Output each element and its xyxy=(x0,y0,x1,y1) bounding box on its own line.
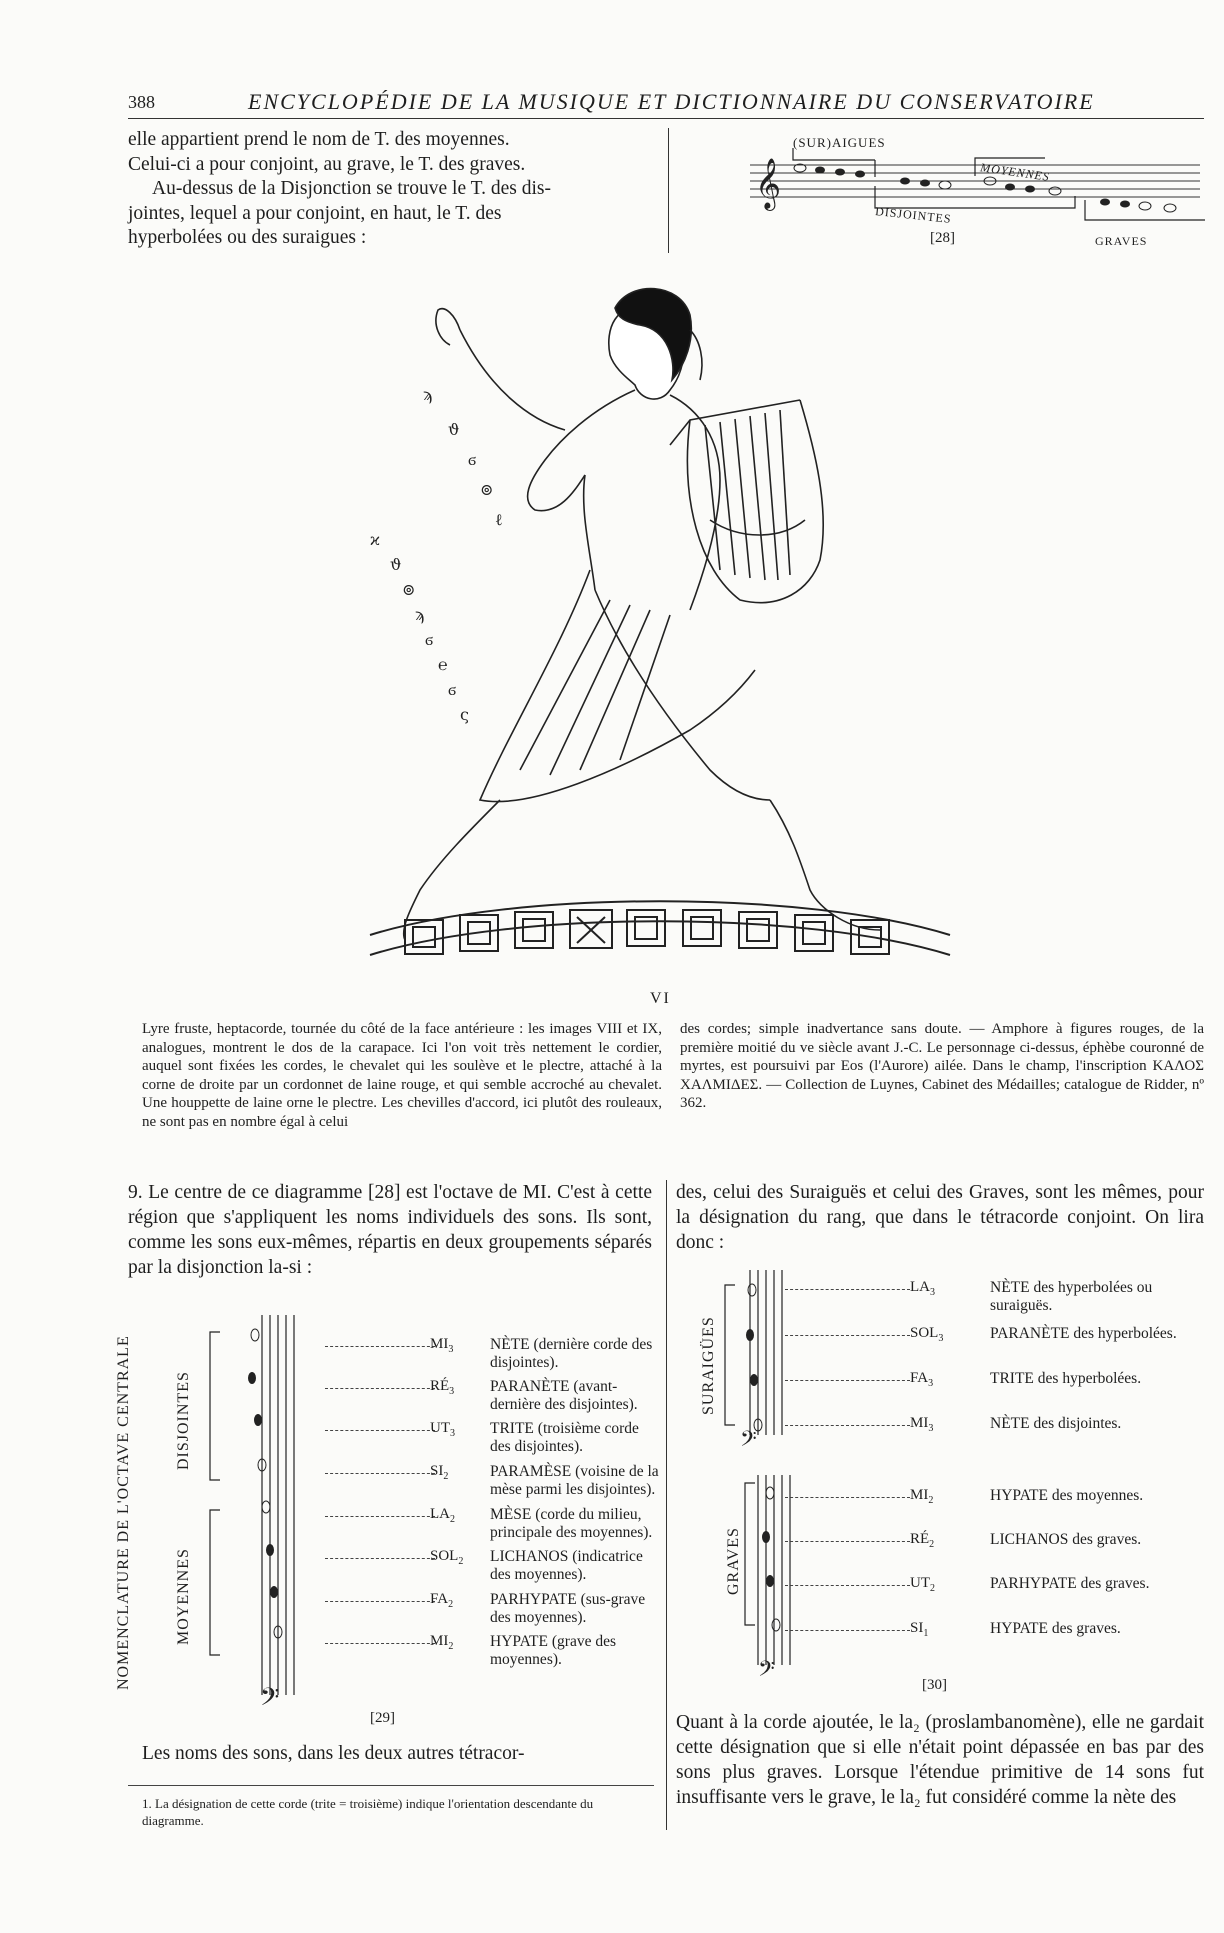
intro-line: jointes, lequel a pour conjoint, en haut, le T. des xyxy=(128,202,502,224)
note-name xyxy=(910,1415,933,1434)
vertical-staff-29 xyxy=(200,1310,380,1720)
leader-line xyxy=(325,1643,435,1644)
svg-text:ϭ: ϭ xyxy=(425,630,434,649)
intro-line: hyperbolées ou des suraigues : xyxy=(128,227,367,248)
string-name xyxy=(990,1325,1205,1343)
note-name xyxy=(430,1548,463,1567)
figure-number: [29] xyxy=(370,1710,395,1726)
leader-line xyxy=(325,1346,435,1347)
string-description: (corde du milieu, principale des moyennes). xyxy=(490,1506,653,1541)
octave-index: 2 xyxy=(443,1471,449,1482)
intro-line: Celui-ci a pour conjoint, au grave, le T. des graves. xyxy=(128,153,526,175)
string-description: PARANÈTE des hyperbolées. xyxy=(990,1325,1177,1342)
string-name xyxy=(990,1370,1205,1388)
octave-index: 2 xyxy=(448,1641,454,1652)
label-moyennes: MOYENNES xyxy=(979,160,1051,184)
string-name xyxy=(490,1378,660,1414)
svg-text:⊚: ⊚ xyxy=(480,480,494,499)
group-label-graves: GRAVES xyxy=(725,1527,742,1595)
figure-number: [30] xyxy=(922,1677,947,1693)
leader-line xyxy=(325,1430,435,1431)
svg-text:℮: ℮ xyxy=(438,655,448,674)
string-name xyxy=(490,1336,660,1372)
column-rule xyxy=(668,128,669,253)
intro-line: Au-dessus de la Disjonction se trouve le T. des dis- xyxy=(152,178,551,199)
note-name xyxy=(910,1279,935,1298)
string-description: (indicatrice des moyennes). xyxy=(490,1548,643,1583)
note-letter: SI xyxy=(430,1463,444,1479)
nomenclature-label: NOMENCLATURE DE L'OCTAVE CENTRALE xyxy=(115,1335,132,1690)
svg-text:ϰ: ϰ xyxy=(370,530,380,549)
string-title: TRITE xyxy=(490,1420,534,1437)
note-name xyxy=(910,1370,933,1389)
string-description: TRITE des hyperbolées. xyxy=(990,1370,1142,1387)
note-name xyxy=(430,1633,453,1652)
octave-index: 3 xyxy=(448,1344,454,1355)
string-title: LICHANOS xyxy=(490,1548,569,1565)
leader-line xyxy=(325,1473,435,1474)
string-description: NÈTE des hyperbolées ou suraiguës. xyxy=(990,1279,1153,1314)
figure-29 xyxy=(115,1310,660,1726)
octave-index: 2 xyxy=(448,1599,454,1610)
label-graves: GRAVES xyxy=(1095,234,1148,248)
note-name xyxy=(430,1463,448,1482)
svg-text:𝄞: 𝄞 xyxy=(755,158,782,209)
section-9-right-paragraph: des, celui des Suraiguës et celui des Graves, sont les mêmes, pour la désignation du rang, que dans le tétracorde conjoint. On lira donc : xyxy=(676,1182,1204,1253)
octave-index: 1 xyxy=(923,1628,929,1639)
string-title: HYPATE xyxy=(490,1633,548,1650)
leader-line xyxy=(325,1516,435,1517)
note-letter: SI xyxy=(910,1620,924,1636)
leader-line xyxy=(785,1289,910,1290)
column-rule xyxy=(666,1180,667,1830)
note-name xyxy=(430,1336,453,1355)
note-name xyxy=(910,1487,933,1506)
svg-text:ℓ: ℓ xyxy=(495,510,503,529)
svg-text:ς: ς xyxy=(460,705,469,724)
string-description: HYPATE des graves. xyxy=(990,1620,1121,1637)
leader-line xyxy=(785,1630,910,1631)
octave-index: 2 xyxy=(930,1583,935,1594)
note-name xyxy=(430,1506,455,1525)
page-number: 388 xyxy=(128,92,155,112)
octave-index: 3 xyxy=(450,1428,455,1439)
leader-line xyxy=(785,1497,910,1498)
label-disjointes: DISJOINTES xyxy=(874,204,953,226)
greek-key-border xyxy=(365,885,955,965)
note-letter: FA xyxy=(910,1370,929,1386)
leader-line xyxy=(325,1388,435,1389)
note-name xyxy=(430,1378,454,1397)
vertical-staff-30 xyxy=(710,1265,830,1685)
octave-index: 3 xyxy=(928,1423,934,1434)
string-title: MÈSE xyxy=(490,1506,532,1523)
octave-index: 3 xyxy=(449,1386,455,1397)
group-label-suraigues: SURAIGÜES xyxy=(700,1316,717,1415)
leader-line xyxy=(785,1585,910,1586)
svg-text:ϡ: ϡ xyxy=(415,605,425,624)
note-name xyxy=(910,1620,928,1639)
svg-text:ϡ: ϡ xyxy=(423,385,433,404)
note-letter: SOL xyxy=(910,1325,939,1341)
note-letter: MI xyxy=(430,1336,449,1352)
group-label-moyennes: MOYENNES xyxy=(175,1548,192,1645)
svg-text:𝄢: 𝄢 xyxy=(758,1657,775,1685)
string-title: PARAMÈSE xyxy=(490,1463,572,1480)
note-name xyxy=(910,1575,935,1594)
string-description: NÈTE des disjointes. xyxy=(990,1415,1122,1432)
meander-frieze xyxy=(365,885,955,965)
note-letter: RÉ xyxy=(910,1531,930,1547)
group-label-disjointes: DISJOINTES xyxy=(175,1371,192,1470)
octave-index: 2 xyxy=(458,1556,464,1567)
note-letter: UT xyxy=(910,1575,930,1591)
string-description: (dernière corde des disjointes). xyxy=(490,1336,653,1371)
note-letter: RÉ xyxy=(430,1378,450,1394)
svg-text:ϭ: ϭ xyxy=(448,680,457,699)
octave-index: 2 xyxy=(929,1539,935,1550)
note-letter: MI xyxy=(430,1633,449,1649)
note-letter: LA xyxy=(430,1506,450,1522)
octave-index: 3 xyxy=(938,1333,944,1344)
svg-text:ϭ: ϭ xyxy=(468,450,477,469)
leader-line xyxy=(785,1425,910,1426)
string-description: (troisième corde des disjointes). xyxy=(490,1420,639,1455)
string-name xyxy=(490,1591,660,1627)
note-name xyxy=(910,1325,943,1344)
svg-text:ϑ: ϑ xyxy=(390,555,402,574)
svg-text:𝄢: 𝄢 xyxy=(260,1683,280,1718)
note-letter: FA xyxy=(430,1591,449,1607)
string-description: (voisine de la mèse parmi les disjointes). xyxy=(490,1463,659,1498)
string-description: (avant-dernière des disjointes). xyxy=(490,1378,638,1413)
string-description: (sus-grave des moyennes). xyxy=(490,1591,646,1626)
octave-index: 2 xyxy=(928,1495,934,1506)
leader-line xyxy=(785,1380,910,1381)
vase-painting xyxy=(360,270,960,970)
note-letter: SOL xyxy=(430,1548,459,1564)
note-name xyxy=(910,1531,934,1550)
string-description: LICHANOS des graves. xyxy=(990,1531,1142,1548)
footnote: 1. La désignation de cette corde (trite = troisième) indique l'orientation descendante du diagramme. xyxy=(142,1796,594,1828)
string-name xyxy=(990,1531,1205,1549)
string-name xyxy=(990,1279,1205,1315)
plate-caption-left: Lyre fruste, heptacorde, tournée du côté de la face antérieure : les images VIII et IX, analogues, montrent le dos de la carapace. Ici l'on voit très nettement le cordier, auquel sont fixées les cordes, le chevalet qui les soulève et le plectre, attaché à la corne de droite par un cordonnet de laine rouge, et qui semble accroché au chevalet. Une houppette de laine orne le plectre. Les chevilles d'accord, ici plutôt des rouleaux, ne sont pas en nombre égal à celui xyxy=(142,1021,662,1130)
note-name xyxy=(430,1591,453,1610)
octave-index: 3 xyxy=(928,1378,934,1389)
string-name xyxy=(490,1420,660,1456)
page-header xyxy=(128,88,1204,119)
svg-text:⊚: ⊚ xyxy=(402,580,416,599)
figure-28 xyxy=(745,130,1205,255)
note-letter: LA xyxy=(910,1279,930,1295)
string-description: PARHYPATE des graves. xyxy=(990,1575,1150,1592)
running-title: ENCYCLOPÉDIE DE LA MUSIQUE ET DICTIONNAIRE DU CONSERVATOIRE xyxy=(248,89,1095,114)
string-name xyxy=(490,1506,660,1542)
intro-line: elle appartient prend le nom de T. des moyennes. xyxy=(128,129,510,150)
string-name xyxy=(490,1463,660,1499)
plate-caption-right: des cordes; simple inadvertance sans doute. — Amphore à figures rouges, de la première moitié du ve siècle avant J.-C. Le personnage ci-dessus, éphèbe couronné de myrtes, est poursuivi par Eos (l'Aurore) ailée. Dans le champ, l'inscription ΚΑΛΟΣ ΧΑΛΜΙΔΕΣ. — Collection de Luynes, Cabinet des Médailles; catalogue de Ridder, nº 362. xyxy=(680,1021,1204,1111)
note-name xyxy=(430,1420,455,1439)
string-name xyxy=(990,1487,1205,1505)
runner-with-lyre-illustration xyxy=(360,270,960,970)
svg-text:ϑ: ϑ xyxy=(448,420,460,439)
note-letter: UT xyxy=(430,1420,450,1436)
leader-line xyxy=(325,1558,435,1559)
string-name xyxy=(990,1415,1205,1433)
string-title: PARHYPATE xyxy=(490,1591,577,1608)
note-letter: MI xyxy=(910,1487,929,1503)
string-description: HYPATE des moyennes. xyxy=(990,1487,1144,1504)
section-9-continued: Les noms des sons, dans les deux autres tétracor- xyxy=(142,1743,525,1764)
string-title: NÈTE xyxy=(490,1336,530,1353)
leader-line xyxy=(325,1601,435,1602)
string-name xyxy=(490,1633,660,1669)
octave-index: 3 xyxy=(930,1287,935,1298)
octave-index: 2 xyxy=(450,1514,455,1525)
string-name xyxy=(490,1548,660,1584)
section-9-right-continued: Quant à la corde ajoutée, le la₂ (proslambanomène), elle ne gardait cette désignation que si elle n'était point dépassée en bas par des sons plus graves. Lorsque l'étendue primitive de 14 sons fut insuffisante vers le grave, le la₂ fut considéré comme la nète des xyxy=(676,1712,1204,1808)
leader-line xyxy=(785,1335,910,1336)
string-name xyxy=(990,1620,1205,1638)
leader-line xyxy=(785,1541,910,1542)
intro-paragraph xyxy=(128,128,660,251)
section-9-paragraph: 9. Le centre de ce diagramme [28] est l'octave de MI. C'est à cette région que s'appliquent les noms individuels des sons. Ils sont, comme les sons eux-mêmes, répartis en deux groupements séparés par la disjonction la-si : xyxy=(128,1182,652,1278)
string-title: PARANÈTE xyxy=(490,1378,570,1395)
footnote-rule xyxy=(128,1785,654,1786)
svg-text:𝄢: 𝄢 xyxy=(740,1427,757,1457)
plate-number: VI xyxy=(650,990,671,1007)
note-letter: MI xyxy=(910,1415,929,1431)
string-name xyxy=(990,1575,1205,1593)
label-suraigues: (SUR)AIGUES xyxy=(793,135,886,150)
figure-number: [28] xyxy=(930,230,955,246)
string-description: (grave des moyennes). xyxy=(490,1633,616,1668)
figure-30 xyxy=(690,1265,1210,1695)
